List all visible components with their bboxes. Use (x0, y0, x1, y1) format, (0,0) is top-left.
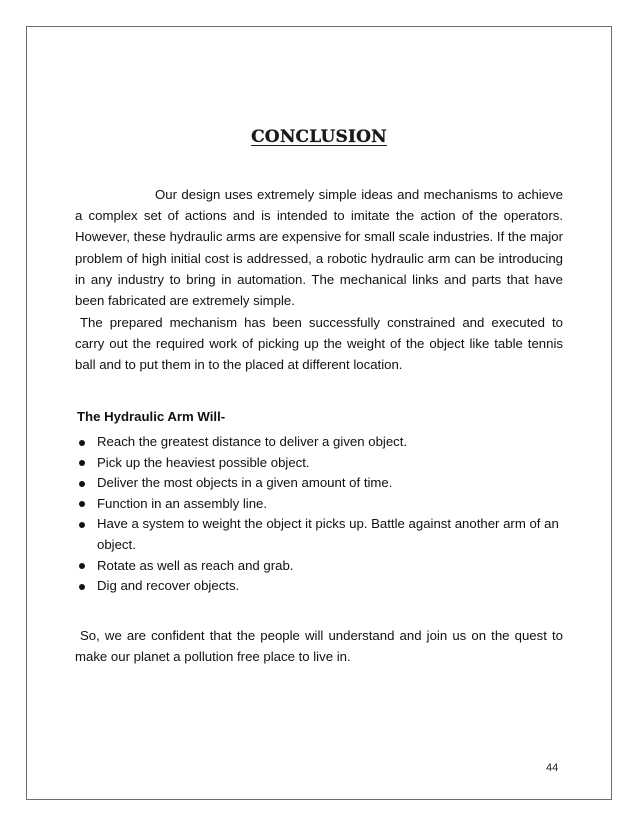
list-item (77, 556, 567, 577)
bullet-icon (79, 501, 85, 507)
list-item (77, 494, 567, 515)
page-title: CONCLUSION (251, 127, 387, 147)
mechanism-paragraph: The prepared mechanism has been successfully constrained and executed to carry out the required work of picking up the weight of the object like table tennis ball and to put them in to the placed at different location. (75, 315, 563, 373)
list-item-text: Rotate as well as reach and grab. (97, 557, 294, 573)
list-item (77, 432, 567, 453)
list-item-text: Function in an assembly line. (97, 495, 268, 511)
bullet-icon (79, 481, 85, 487)
page-number: 44 (546, 762, 559, 774)
list-item-text: Dig and recover objects. (97, 578, 240, 594)
closing-paragraph: So, we are confident that the people will understand and join us on the quest to make our planet a pollution free place to live in. (75, 628, 563, 665)
capability-list (77, 432, 567, 597)
list-item (77, 453, 567, 474)
list-item (77, 576, 567, 597)
list-item-text: Deliver the most objects in a given amount of time. (97, 475, 393, 491)
bullet-icon (79, 584, 85, 590)
bullet-icon (79, 460, 85, 466)
list-item-text: Reach the greatest distance to deliver a given object. (97, 434, 408, 449)
list-item (77, 514, 567, 555)
section-heading: The Hydraulic Arm Will- (77, 409, 226, 424)
list-item-text: Have a system to weight the object it picks up. Battle against another arm of an object. (97, 516, 559, 552)
bullet-icon (79, 522, 85, 528)
list-item-text: Pick up the heaviest possible object. (97, 454, 310, 470)
bullet-icon (79, 440, 85, 446)
intro-paragraph: Our design uses extremely simple ideas and mechanisms to achieve a complex set of actions and is intended to imitate the action of the operators. However, these hydraulic arms are expensive for small scale industries. If the major problem of high initial cost is addressed, a robotic hydraulic arm can be introducing in any industry to bring in automation. The mechanical links and parts that have been fabricated are extremely simple. (75, 187, 563, 309)
list-item (77, 473, 567, 494)
bullet-icon (79, 563, 85, 569)
